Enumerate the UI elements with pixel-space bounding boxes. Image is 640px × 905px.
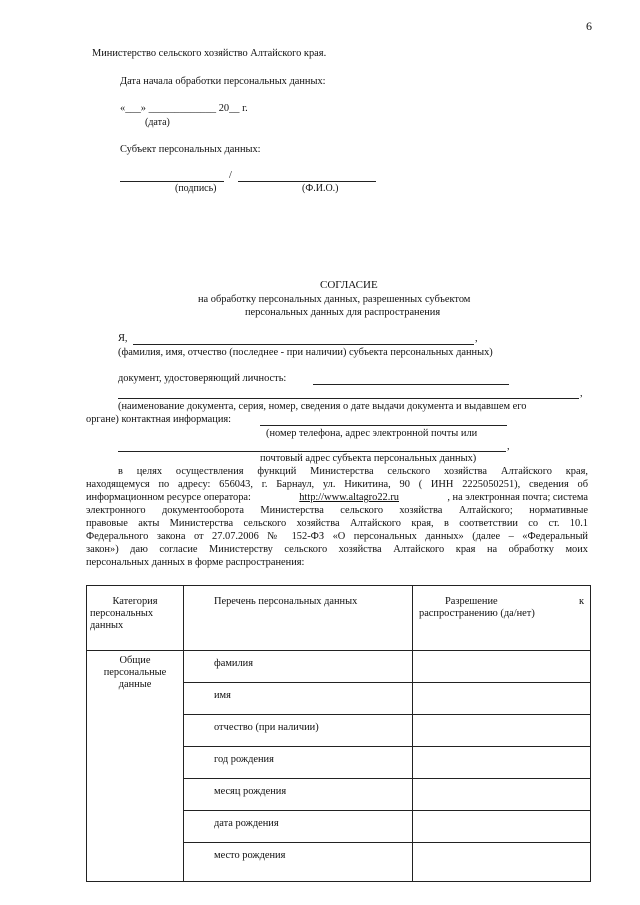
start-date-label: Дата начала обработки персональных данных: <box>120 76 326 87</box>
page-number: 6 <box>586 19 592 33</box>
permission-cell-birth-date[interactable] <box>413 811 591 843</box>
contact-line-end: , <box>507 441 510 452</box>
header-permission <box>413 586 591 651</box>
body-line-6: Федерального закона от 27.07.2006 № 152-ФЗ «О персональных данных» (далее – «Федеральный <box>86 531 588 542</box>
permission-cell-name[interactable] <box>413 683 591 715</box>
header-permission-line2: распространению (да/нет) <box>419 608 535 619</box>
signature-line <box>120 181 224 182</box>
body-line-8: персональных данных в форме распространения: <box>86 557 305 568</box>
data-item-patronymic: отчество (при наличии) <box>184 715 413 747</box>
data-item-birth-month: месяц рождения <box>184 779 413 811</box>
header-category <box>87 586 184 651</box>
personal-data-table <box>86 585 591 882</box>
doc-line <box>313 384 509 385</box>
operator-website-link[interactable]: http://www.altagro22.ru <box>299 492 399 503</box>
data-item-surname: фамилия <box>184 651 413 683</box>
data-item-birth-date: дата рождения <box>184 811 413 843</box>
body-line-4: электронного документооборота Министерства сельского хозяйства Алтайского; нормативные <box>86 505 588 516</box>
date-blank: «___» _____________ 20__ г. <box>120 103 248 114</box>
name-caption: (фамилия, имя, отчество (последнее - при наличии) субъекта персональных данных) <box>118 347 493 358</box>
table-header-row <box>87 586 591 651</box>
consent-subtitle-line1: на обработку персональных данных, разрешенных субъектом <box>198 294 471 305</box>
header-list: Перечень персональных данных <box>184 586 413 651</box>
body-line-3 <box>86 492 588 504</box>
fio-caption: (Ф.И.О.) <box>302 183 339 194</box>
name-line-end: , <box>475 333 478 344</box>
contact-line <box>260 425 507 426</box>
header-category-line1: Категория <box>112 596 158 607</box>
signature-caption: (подпись) <box>175 183 217 194</box>
category-cell <box>87 651 184 882</box>
doc-line-end: , <box>580 388 583 399</box>
category-line2: персональные <box>103 667 167 678</box>
contact-line-2 <box>118 451 506 452</box>
doc-line-2 <box>118 398 579 399</box>
data-item-name: имя <box>184 683 413 715</box>
data-item-birth-place: место рождения <box>184 843 413 882</box>
signature-separator: / <box>229 170 232 181</box>
header-category-line3: данных <box>90 620 124 631</box>
category-line1: Общие <box>119 655 151 666</box>
permission-cell-patronymic[interactable] <box>413 715 591 747</box>
ministry-line: Министерство сельского хозяйство Алтайского края. <box>92 48 327 59</box>
header-permission-line1: Разрешение <box>445 596 498 607</box>
consent-title: СОГЛАСИЕ <box>320 279 378 291</box>
body-line-3a: информационном ресурсе оператора: <box>86 492 251 503</box>
ya-label: Я, <box>118 333 128 344</box>
permission-cell-birth-year[interactable] <box>413 747 591 779</box>
contact-prefix: органе) контактная информация: <box>86 414 232 425</box>
header-category-line2: персональных <box>90 608 154 619</box>
data-item-birth-year: год рождения <box>184 747 413 779</box>
body-line-2: находящемуся по адресу: 656043, г. Барнаул, ул. Никитина, 90 ( ИНН 2225050251), сведения об <box>86 479 588 490</box>
permission-cell-birth-month[interactable] <box>413 779 591 811</box>
body-line-5: правовые акты Министерства сельского хозяйства Алтайского края, в соответствии со ст. 10.1 <box>86 518 588 529</box>
contact-caption: (номер телефона, адрес электронной почты или <box>266 428 478 439</box>
header-permission-k: к <box>578 596 584 607</box>
name-line <box>133 344 474 345</box>
body-line-7: закон») даю согласие Министерству сельского хозяйства Алтайского края на обработку моих <box>86 544 588 555</box>
body-line-3b: , на электронная почта; система <box>447 492 588 503</box>
body-line-1: в целях осуществления функций Министерства сельского хозяйства Алтайского края, <box>118 466 588 477</box>
permission-cell-birth-place[interactable] <box>413 843 591 882</box>
table-row <box>87 651 591 683</box>
subject-label: Субъект персональных данных: <box>120 144 261 155</box>
postal-caption: почтовый адрес субъекта персональных данных) <box>260 453 477 464</box>
category-line3: данные <box>118 679 152 690</box>
doc-caption: (наименование документа, серия, номер, сведения о дате выдачи документа и выдавшем его <box>118 401 527 412</box>
doc-label: документ, удостоверяющий личность: <box>118 373 287 384</box>
date-caption: (дата) <box>145 117 170 128</box>
permission-cell-surname[interactable] <box>413 651 591 683</box>
fio-line <box>238 181 376 182</box>
consent-subtitle-line2: персональных данных для распространения <box>245 307 441 318</box>
